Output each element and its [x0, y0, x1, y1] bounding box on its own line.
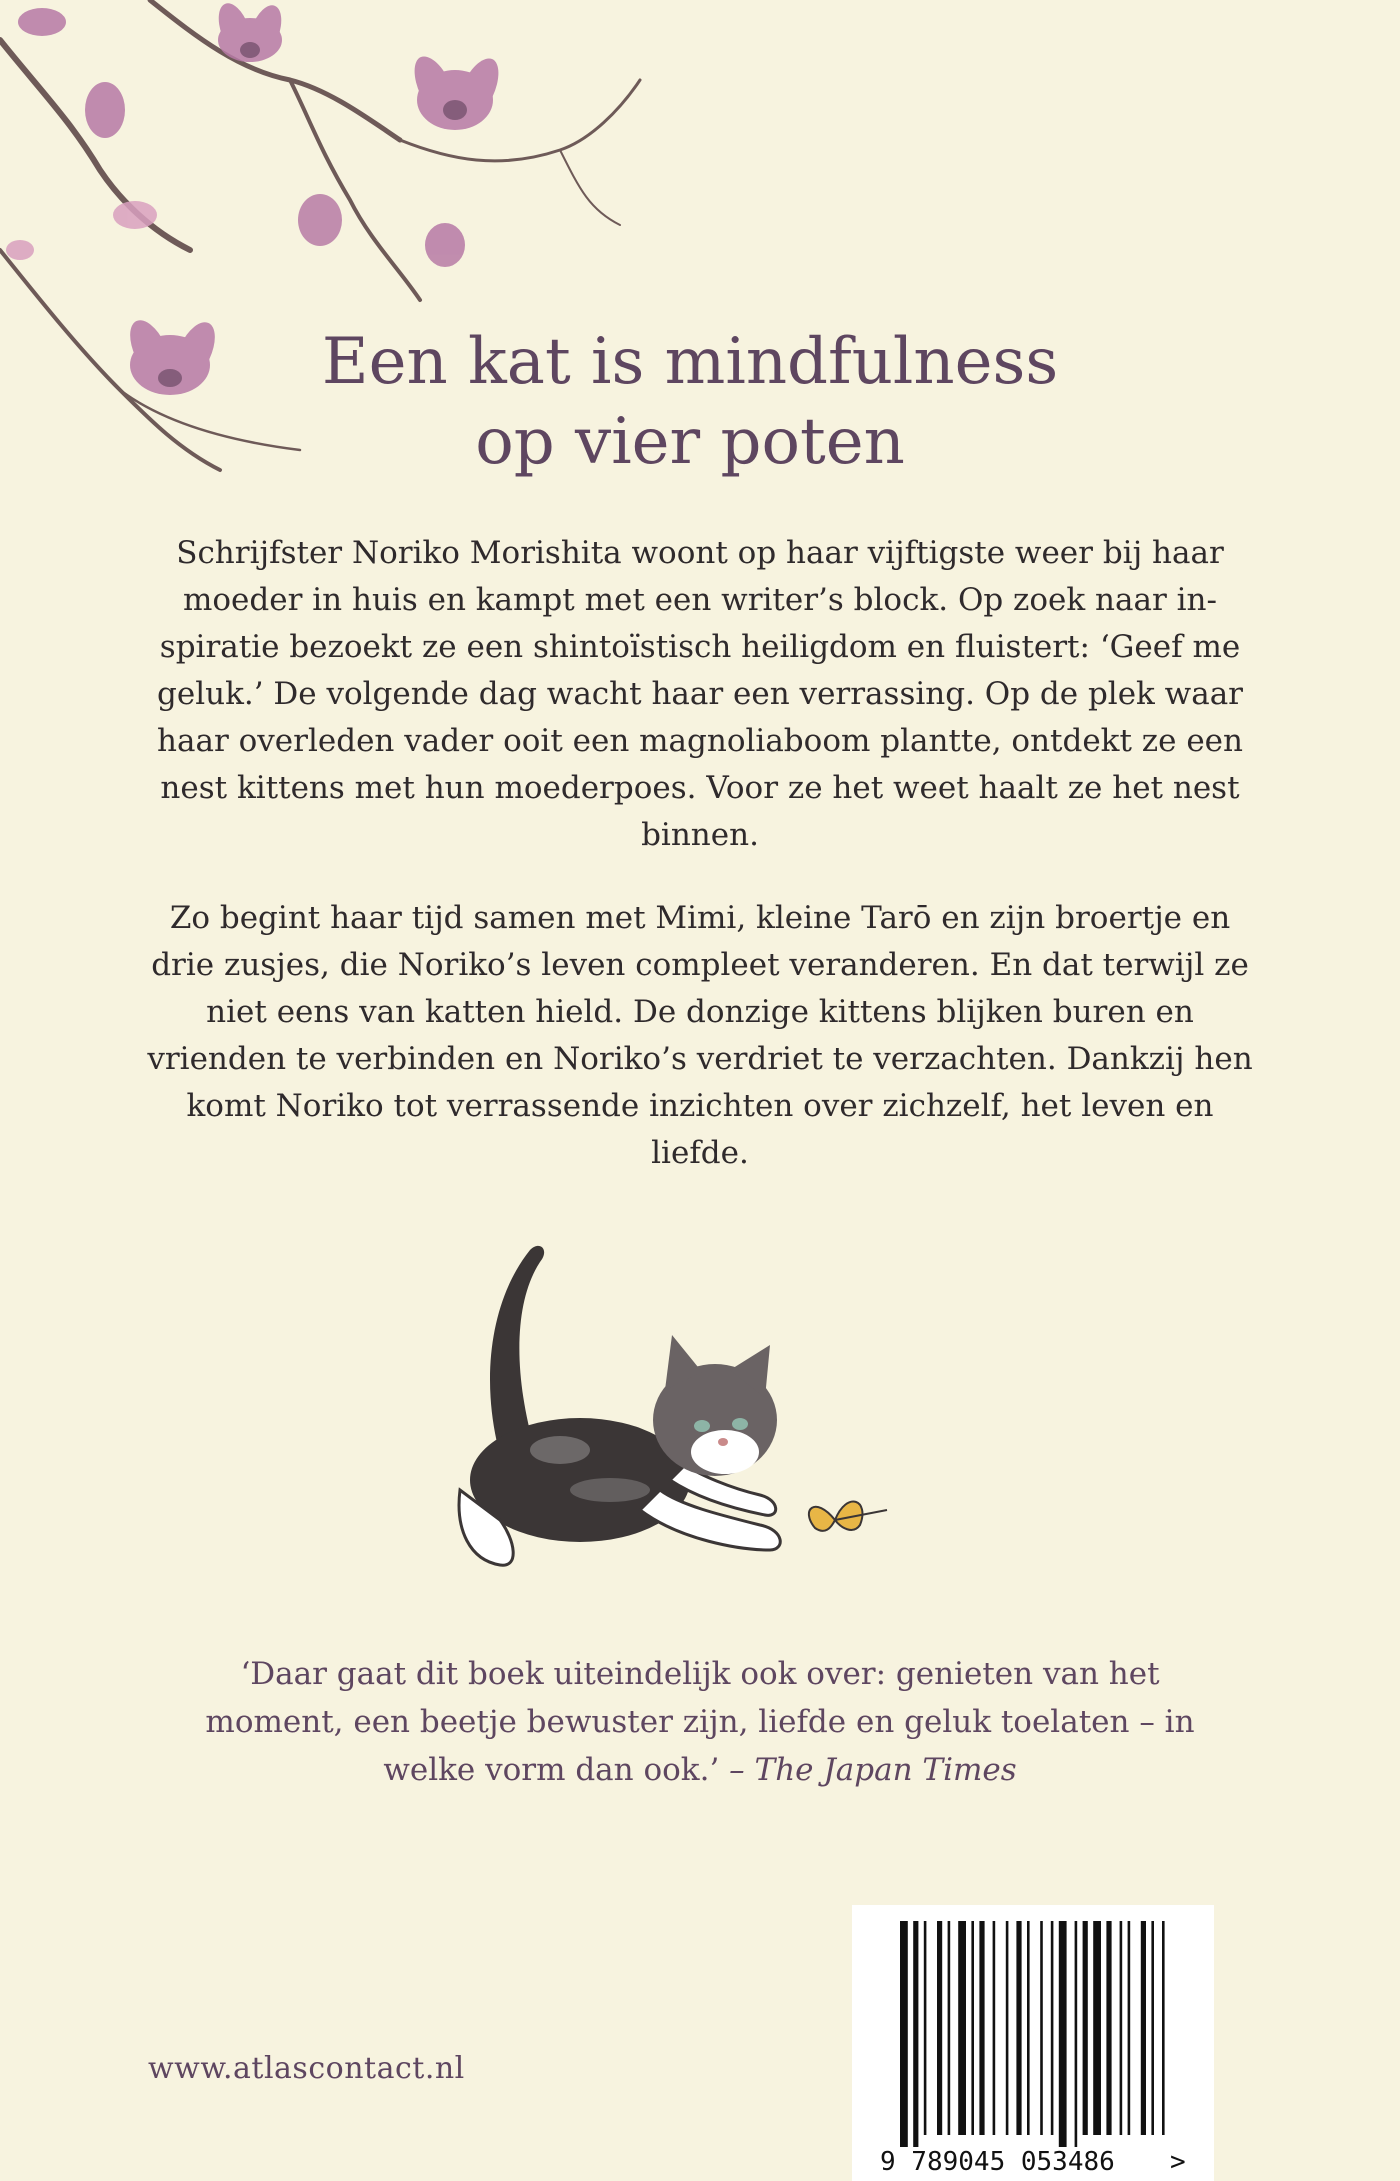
barcode-bar — [1093, 1921, 1101, 2135]
barcode-graphic — [852, 1905, 1214, 2181]
kitten-illustration — [440, 1220, 940, 1590]
barcode-bar — [1016, 1921, 1021, 2135]
barcode-bar — [1141, 1921, 1146, 2135]
title-line-1: Een kat is mindfulness — [321, 325, 1059, 399]
barcode-bar — [937, 1921, 942, 2135]
blurb-paragraph-2: Zo begint haar tijd samen met Mimi, kleine Tarō en zijn broertje en drie zusjes, die Noriko’s leven compleet veranderen. En dat terwijl ze niet eens van katten hield. De donzige kittens blijken buren en vrienden te verbinden en Noriko’s verdriet te verzachten. Dankzij hen komt Noriko tot verrassende inzichten over zichzelf, het leven en liefde. — [147, 900, 1253, 1171]
press-quote — [170, 1650, 1230, 1794]
barcode-bar — [948, 1921, 951, 2135]
isbn-digits: 9 789045 053486 — [880, 2147, 1115, 2177]
barcode-bar — [1075, 1921, 1078, 2147]
publisher-website-link[interactable]: www.atlascontact.nl — [148, 2051, 465, 2086]
barcode-bar — [1128, 1921, 1131, 2135]
barcode-bar — [1040, 1921, 1043, 2135]
barcode-bar — [1027, 1921, 1030, 2135]
barcode-bar — [900, 1921, 908, 2147]
barcode-bar — [1151, 1921, 1154, 2135]
barcode-arrow: > — [1170, 2147, 1186, 2177]
isbn-barcode — [852, 1905, 1214, 2181]
barcode-bar — [1162, 1921, 1165, 2135]
book-tagline-title — [230, 322, 1150, 482]
quote-text: ‘Daar gaat dit boek uiteindelijk ook over: genieten van het moment, een beetje bewuster zijn, liefde en geluk toelaten – in welke vorm dan ook.’ — [205, 1656, 1195, 1788]
barcode-bar — [1083, 1921, 1088, 2135]
barcode-bar — [971, 1921, 974, 2135]
barcode-bar — [1051, 1921, 1054, 2135]
barcode-bar — [1120, 1921, 1123, 2135]
blurb-paragraph-1: Schrijfster Noriko Morishita woont op haar vijftigste weer bij haar moeder in huis en kampt met een writer’s block. Op zoek naar inspiratie bezoekt ze een shintoïstisch heiligdom en fluistert: ‘Geef me geluk.’ De volgende dag wacht haar een verrassing. Op de plek waar haar overleden vader ooit een magnoliaboom plantte, ontdekt ze een nest kittens met hun moederpoes. Voor ze het weet haalt ze het nest binnen. — [157, 535, 1243, 853]
barcode-bar — [1006, 1921, 1009, 2135]
barcode-bar — [1106, 1921, 1111, 2135]
barcode-bar — [993, 1921, 996, 2135]
barcode-bar — [924, 1921, 927, 2135]
barcode-bar — [1059, 1921, 1067, 2147]
quote-source: – The Japan Times — [729, 1752, 1017, 1788]
barcode-bar — [913, 1921, 918, 2147]
barcode-bar — [958, 1921, 966, 2135]
barcode-bar — [979, 1921, 984, 2135]
title-line-2: op vier poten — [475, 405, 905, 479]
